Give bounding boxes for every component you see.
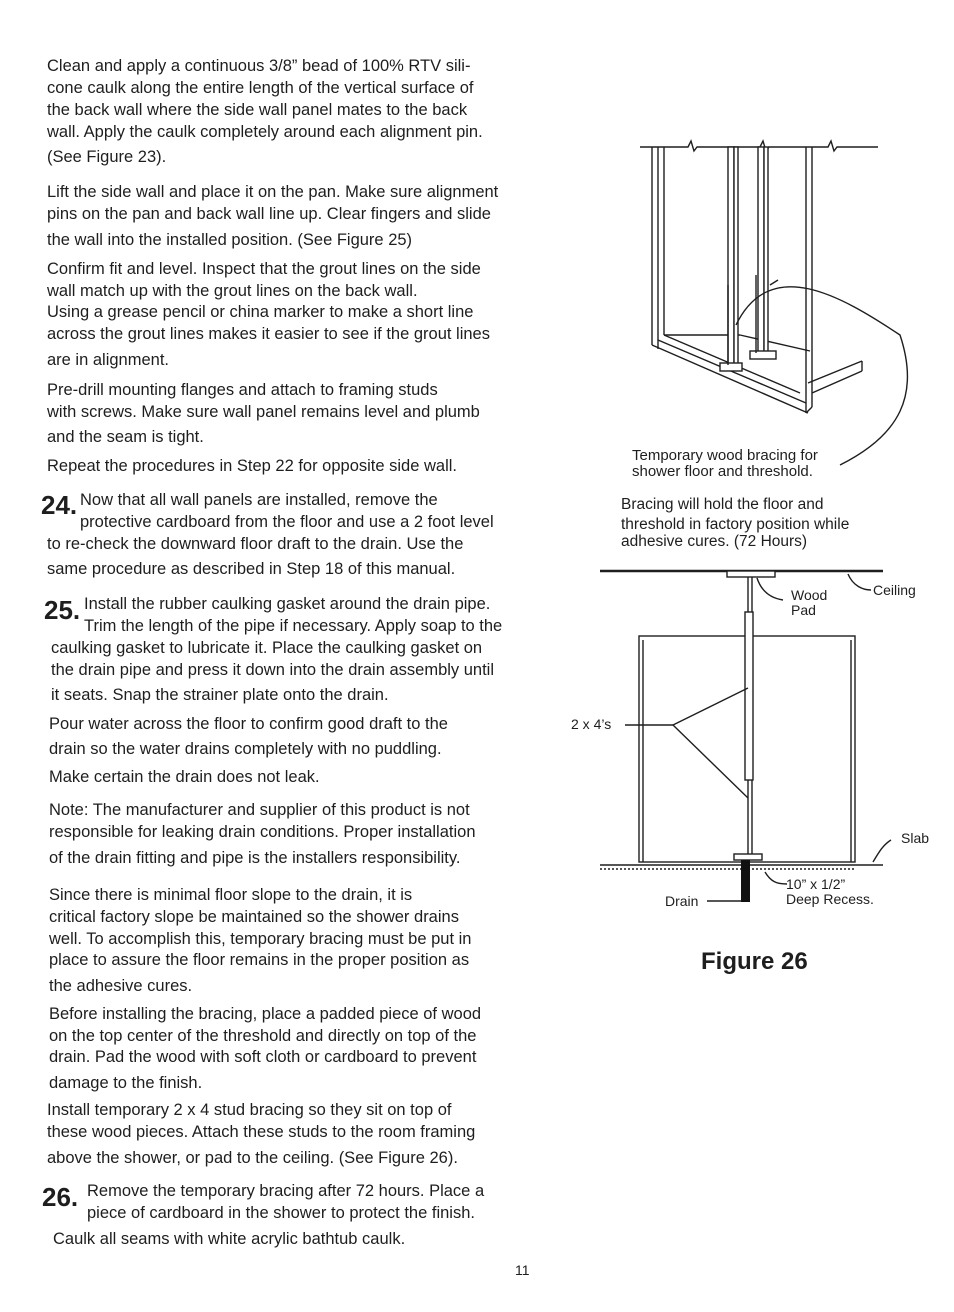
ceiling-label: Ceiling bbox=[873, 582, 916, 598]
drain-label: Drain bbox=[665, 893, 699, 909]
wood-pad-bottom bbox=[734, 854, 762, 860]
wood-pad-label: Wood bbox=[791, 587, 828, 603]
two-by-fours-label: 2 x 4’s bbox=[571, 716, 612, 732]
recess-label: 10” x 1/2” bbox=[786, 876, 846, 892]
drain-pipe bbox=[741, 860, 750, 902]
bracing-section-diagram bbox=[565, 560, 940, 920]
shower-bracing-illustration bbox=[600, 135, 920, 495]
figure-title: Figure 26 bbox=[701, 948, 808, 975]
page-number: 11 bbox=[515, 1262, 530, 1278]
callout-label-line: Temporary wood bracing for bbox=[632, 447, 818, 464]
step-number: 26. bbox=[42, 1182, 79, 1212]
slab-label: Slab bbox=[901, 830, 930, 846]
stud-short bbox=[745, 612, 753, 780]
paragraph-caulk-seams: Caulk all seams with white acrylic bathtub caulk. bbox=[53, 1230, 406, 1248]
recess-label: Deep Recess. bbox=[786, 891, 874, 907]
step-number: 24. bbox=[41, 490, 78, 520]
step-number: 25. bbox=[44, 595, 81, 625]
callout-label-line: shower floor and threshold. bbox=[632, 463, 813, 480]
wood-pad-label: Pad bbox=[791, 602, 816, 618]
wood-pad-top bbox=[727, 571, 775, 577]
paragraph-repeat: Repeat the procedures in Step 22 for opposite side wall. bbox=[47, 457, 458, 475]
paragraph-drain-leak: Make certain the drain does not leak. bbox=[49, 768, 320, 786]
